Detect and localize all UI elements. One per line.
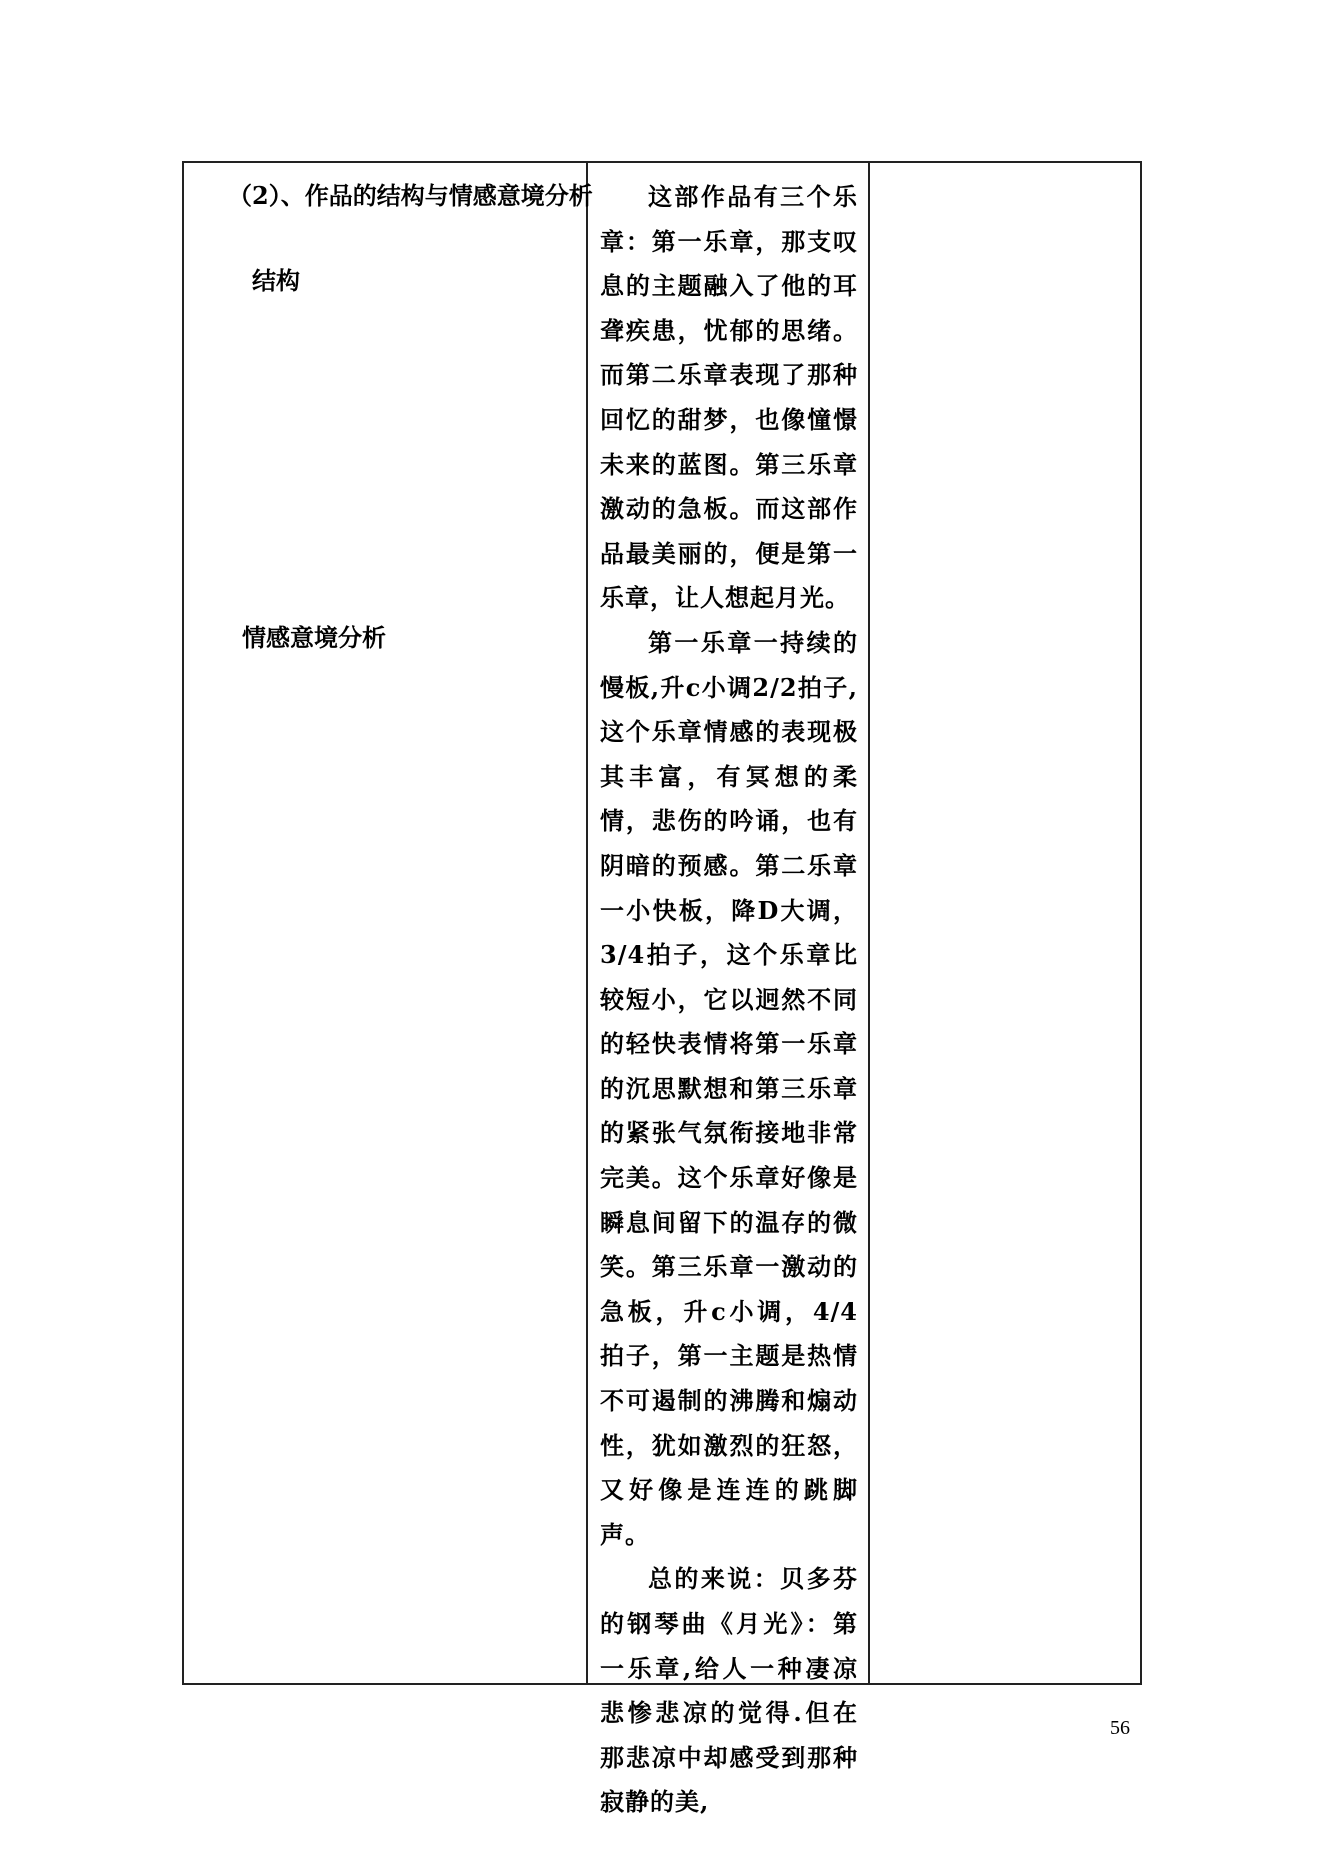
table-middle-column xyxy=(588,163,870,1817)
emotion-paragraph: 第一乐章一持续的慢板,升c小调2/2拍子,这个乐章情感的表现极其丰富，有冥想的柔情，悲伤的吟诵，也有阴暗的预感。第二乐章一小快板，降D大调，3/4拍子，这个乐章比较短小，它以迥然不同的轻快表情将第一乐章的沉思默想和第三乐章的紧张气氛衔接地非常完美。这个乐章好像是瞬息间留下的温存的微笑。第三乐章一激动的急板，升c小调，4/4拍子，第一主题是热情不可遏制的沸腾和煽动性，犹如激烈的狂怒，又好像是连连的跳脚声。 xyxy=(600,627,858,1549)
section-heading: （2）、作品的结构与情感意境分析 xyxy=(228,181,593,210)
structure-paragraph: 这部作品有三个乐章：第一乐章，那支叹息的主题融入了他的耳聋疾患，忧郁的思绪。而第二乐章表现了那种回忆的甜梦，也像憧憬未来的蓝图。第三乐章激动的急板。而这部作品最美丽的，便是第一乐章，让人想起月光。 xyxy=(600,182,858,613)
summary-paragraph: 总的来说：贝多芬的钢琴曲《月光》：第一乐章,给人一种凄凉悲惨悲凉的觉得.但在那悲凉中却感受到那种寂静的美, xyxy=(600,1564,858,1817)
structure-label: 结构 xyxy=(252,266,300,295)
table-right-column xyxy=(870,163,1140,1683)
table-left-column xyxy=(184,163,593,1683)
page-number: 56 xyxy=(1110,1717,1130,1739)
emotion-analysis-label: 情感意境分析 xyxy=(242,623,386,652)
